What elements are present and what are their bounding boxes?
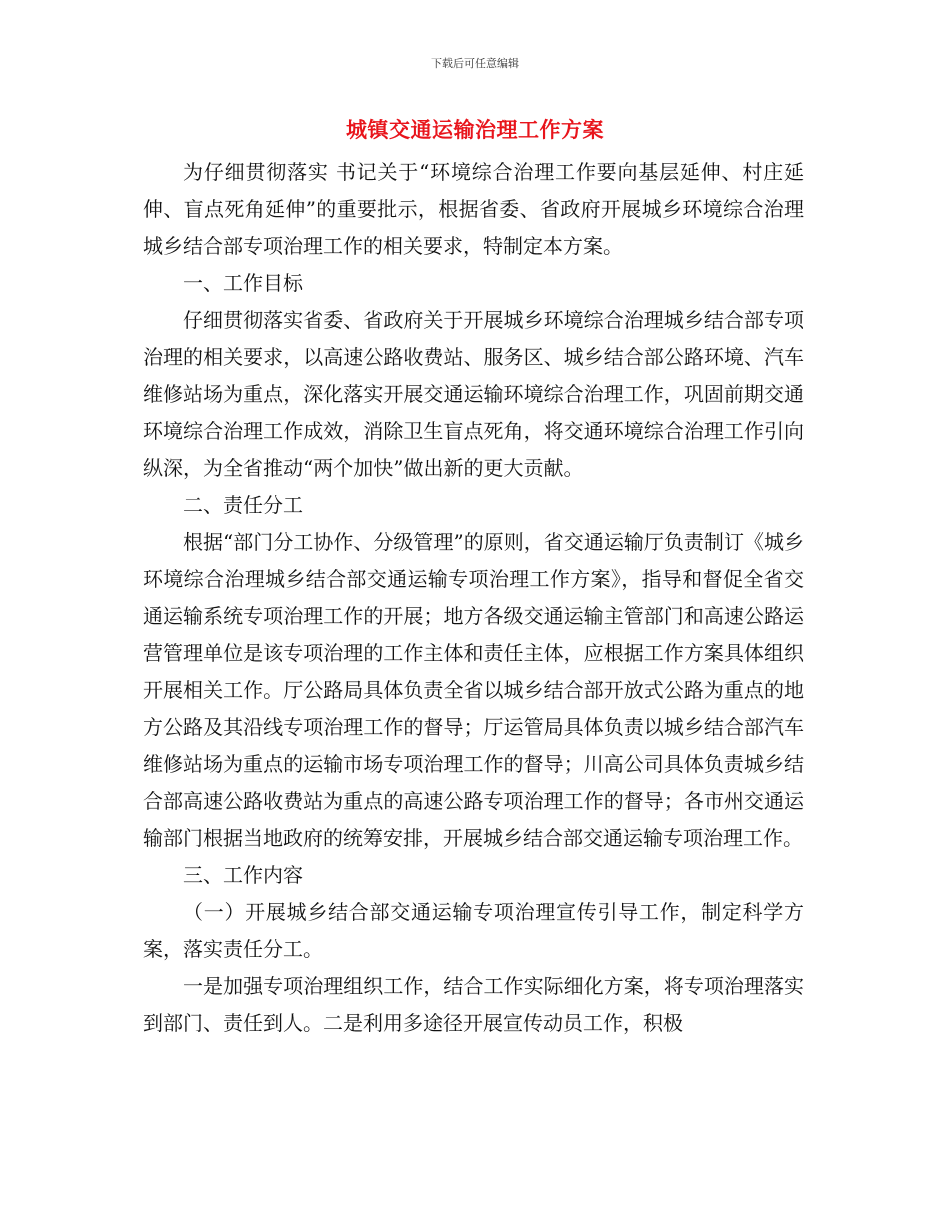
paragraph-content-item-1: （一）开展城乡结合部交通运输专项治理宣传引导工作，制定科学方案，落实责任分工。 — [143, 900, 804, 961]
section-heading-content: 三、工作内容 — [183, 863, 303, 887]
document-title: 城镇交通运输治理工作方案 — [346, 118, 604, 142]
paragraph-content-detail: 一是加强专项治理组织工作，结合工作实际细化方案，将专项治理落实到部门、责任到人。二是利用多途径开展宣传动员工作，积极 — [143, 974, 804, 1035]
document-body — [143, 154, 804, 1042]
section-heading-goals: 一、工作目标 — [183, 271, 303, 295]
header-note: 下载后可任意编辑 — [431, 57, 519, 70]
paragraph-intro: 为仔细贯彻落实 书记关于“环境综合治理工作要向基层延伸、村庄延伸、盲点死角延伸”的重要批示，根据省委、省政府开展城乡环境综合治理城乡结合部专项治理工作的相关要求，特制定本方案。 — [143, 160, 804, 258]
paragraph-goals: 仔细贯彻落实省委、省政府关于开展城乡环境综合治理城乡结合部专项治理的相关要求，以高速公路收费站、服务区、城乡结合部公路环境、汽车维修站场为重点，深化落实开展交通运输环境综合治理工作，巩固前期交通环境综合治理工作成效，消除卫生盲点死角，将交通环境综合治理工作引向纵深，为全省推动“两个加快”做出新的更大贡献。 — [143, 308, 804, 480]
paragraph-responsibilities: 根据“部门分工协作、分级管理”的原则，省交通运输厅负责制订《城乡环境综合治理城乡结合部交通运输专项治理工作方案》，指导和督促全省交通运输系统专项治理工作的开展；地方各级交通运输主管部门和高速公路运营管理单位是该专项治理的工作主体和责任主体，应根据工作方案具体组织开展相关工作。厅公路局具体负责全省以城乡结合部开放式公路为重点的地方公路及其沿线专项治理工作的督导；厅运管局具体负责以城乡结合部汽车维修站场为重点的运输市场专项治理工作的督导；川高公司具体负责城乡结合部高速公路收费站为重点的高速公路专项治理工作的督导；各市州交通运输部门根据当地政府的统筹安排，开展城乡结合部交通运输专项治理工作。 — [143, 530, 804, 850]
section-heading-responsibilities: 二、责任分工 — [183, 493, 303, 517]
